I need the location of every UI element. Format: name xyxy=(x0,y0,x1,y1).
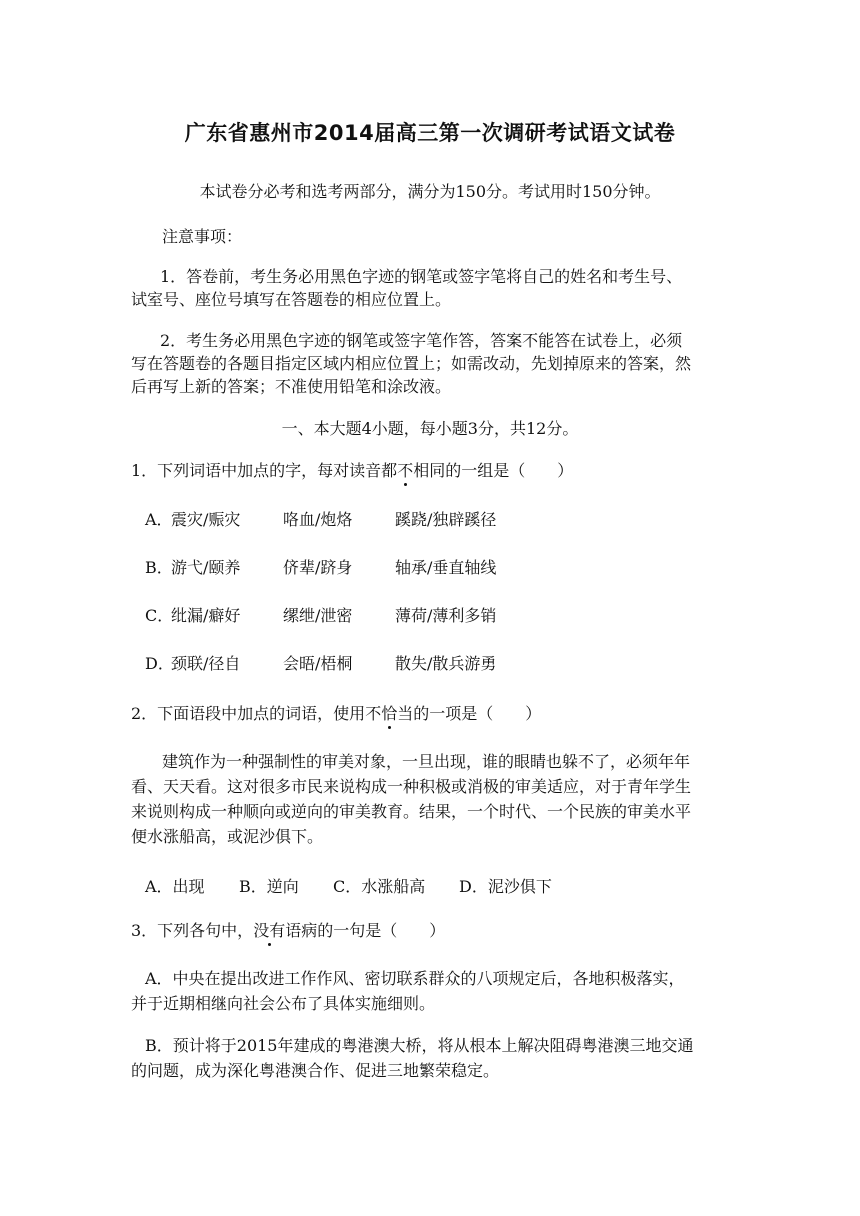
notice-heading: 注意事项： xyxy=(162,227,243,246)
option-word-pair: 散失/散兵游勇 xyxy=(395,654,497,673)
intro-text: 本试卷分必考和选考两部分，满分为150分。考试用时150分钟。 xyxy=(199,182,661,201)
option-letter: A． xyxy=(145,510,173,529)
q1-option-d xyxy=(145,653,496,675)
q1-option-a xyxy=(145,509,496,531)
q2-option-a: A．出现 xyxy=(145,877,205,896)
option-letter: C． xyxy=(145,606,174,625)
q3-stem-emphasis: 没有 xyxy=(253,921,286,940)
q2-passage-line-3: 来说则构成一种顺向或逆向的审美教育。结果，一个时代、一个民族的审美水平 xyxy=(131,802,692,821)
q2-option-b: B．逆向 xyxy=(239,877,299,896)
q3-option-a-line-1: A．中央在提出改进工作作风、密切联系群众的八项规定后，各地积极落实， xyxy=(145,969,685,988)
option-word-pair: 轴承/垂直轴线 xyxy=(395,558,497,577)
option-word-pair: 薄荷/薄利多销 xyxy=(395,606,497,625)
q2-stem xyxy=(131,703,541,725)
option-word-pair: 缧绁/泄密 xyxy=(283,606,353,625)
q3-stem-part-1: 3．下列各句中， xyxy=(131,921,254,940)
q2-passage-line-1: 建筑作为一种强制性的审美对象，一旦出现，谁的眼睛也躲不了，必须年年 xyxy=(162,752,691,771)
section-heading: 一、本大题4小题，每小题3分，共12分。 xyxy=(281,419,579,438)
option-word-pair: 震灾/赈灾 xyxy=(171,510,241,529)
notice-1-line-1: 1．答卷前，考生务必用黑色字迹的钢笔或签字笔将自己的姓名和考生号、 xyxy=(160,267,683,286)
option-word-pair: 游弋/颐养 xyxy=(171,558,241,577)
q2-option-d: D．泥沙俱下 xyxy=(459,877,552,896)
option-letter: D． xyxy=(145,654,174,673)
option-word-pair: 纰漏/癖好 xyxy=(171,606,241,625)
q1-stem-part-1: 1．下列词语中加点的字，每对读音都 xyxy=(131,461,398,480)
option-word-pair: 会晤/梧桐 xyxy=(283,654,353,673)
q1-option-b xyxy=(145,557,496,579)
notice-2-line-2: 写在答题卷的各题目指定区域内相应位置上；如需改动，先划掉原来的答案，然 xyxy=(131,354,692,373)
q2-options xyxy=(145,876,552,898)
page-title: 广东省惠州市2014届高三第一次调研考试语文试卷 xyxy=(184,121,676,145)
q3-stem-part-2: 语病的一句是（ ） xyxy=(285,921,446,940)
option-word-pair: 侪辈/跻身 xyxy=(283,558,353,577)
q2-stem-emphasis: 不恰当 xyxy=(365,704,414,723)
option-word-pair: 蹊跷/独辟蹊径 xyxy=(395,510,497,529)
q3-option-b-line-2: 的问题，成为深化粤港澳合作、促进三地繁荣稳定。 xyxy=(131,1061,500,1080)
q2-passage-line-2: 看、天天看。这对很多市民来说构成一种积极或消极的审美适应，对于青年学生 xyxy=(131,777,692,796)
q2-stem-part-2: 的一项是（ ） xyxy=(413,704,542,723)
option-word-pair: 咯血/炮烙 xyxy=(283,510,353,529)
q1-stem-part-2: 相同的一组是（ ） xyxy=(413,461,574,480)
q1-stem-emphasis: 不 xyxy=(397,461,414,480)
option-letter: B． xyxy=(145,558,173,577)
q2-passage-line-4: 便水涨船高，或泥沙俱下。 xyxy=(131,827,324,846)
q3-option-a-line-2: 并于近期相继向社会公布了具体实施细则。 xyxy=(131,994,436,1013)
notice-2-line-3: 后再写上新的答案；不准使用铅笔和涂改液。 xyxy=(131,377,452,396)
notice-1-line-2: 试室号、座位号填写在答题卷的相应位置上。 xyxy=(131,290,452,309)
q2-stem-part-1: 2．下面语段中加点的词语，使用 xyxy=(131,704,366,723)
q1-option-c xyxy=(145,605,496,627)
q3-option-b-line-1: B．预计将于2015年建成的粤港澳大桥，将从根本上解决阻碍粤港澳三地交通 xyxy=(145,1036,694,1055)
q2-option-c: C．水涨船高 xyxy=(333,877,426,896)
option-word-pair: 颈联/径自 xyxy=(171,654,241,673)
notice-2-line-1: 2．考生务必用黑色字迹的钢笔或签字笔作答，答案不能答在试卷上，必须 xyxy=(160,331,683,350)
q3-stem xyxy=(131,920,445,942)
q1-stem xyxy=(131,460,573,482)
